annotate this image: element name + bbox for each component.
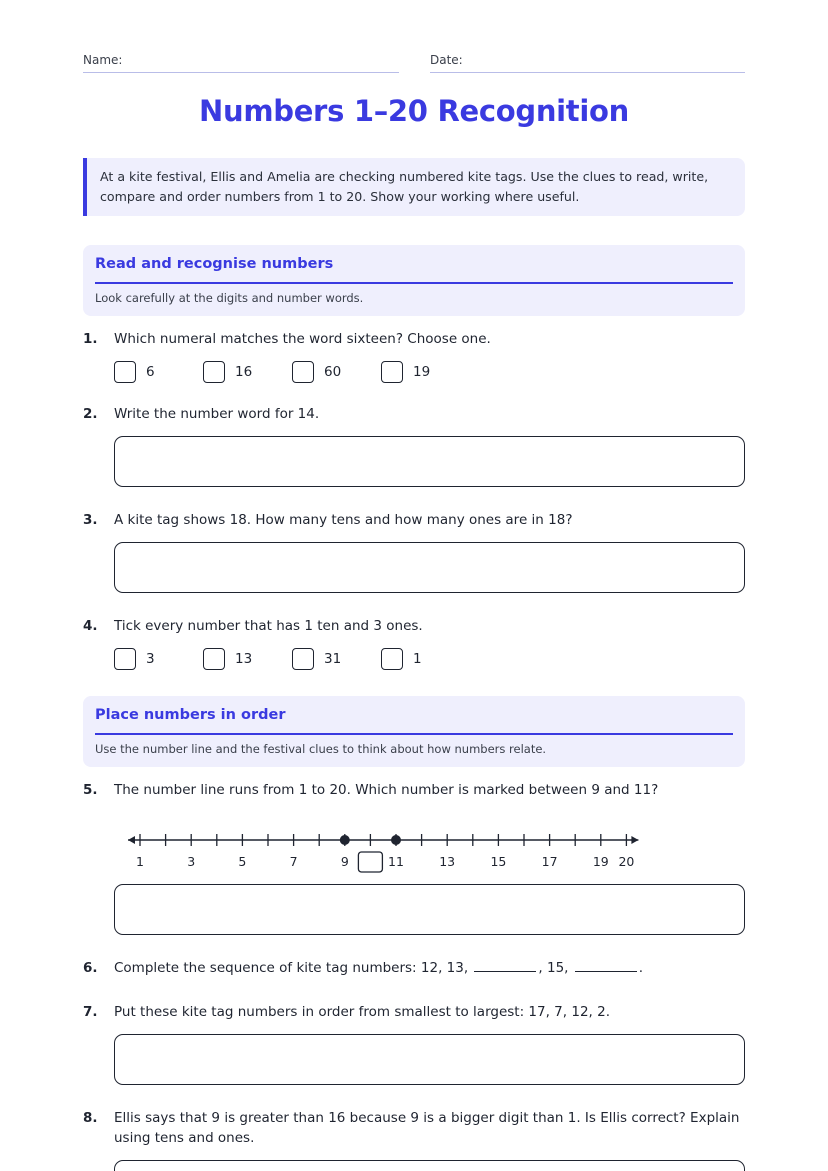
question-number: 4. (83, 618, 98, 634)
checkbox[interactable] (203, 361, 225, 383)
question-text: A kite tag shows 18. How many tens and how many ones are in 18? (114, 512, 573, 528)
date-field[interactable] (430, 53, 463, 67)
number-line-label: 20 (618, 854, 635, 869)
checkbox[interactable] (203, 648, 225, 670)
q4-option[interactable] (203, 648, 270, 670)
q6-text-before: Complete the sequence of kite tag numbers: 12, 13, (114, 960, 469, 976)
checkbox[interactable] (381, 648, 403, 670)
question-number: 8. (83, 1110, 98, 1126)
intro-callout (83, 158, 745, 216)
number-line-label: 5 (238, 854, 247, 869)
name-field[interactable] (83, 53, 122, 67)
question-text: The number line runs from 1 to 20. Which number is marked between 9 and 11? (114, 782, 659, 798)
checkbox[interactable] (114, 361, 136, 383)
section-subtitle: Look carefully at the digits and number words. (95, 291, 364, 305)
q2-answer-box[interactable] (114, 436, 745, 487)
option-label: 3 (146, 651, 155, 667)
section-divider (95, 282, 733, 284)
q1-option[interactable] (114, 361, 181, 383)
question-text: Put these kite tag numbers in order from smallest to largest: 17, 7, 12, 2. (114, 1004, 610, 1020)
q4-option[interactable] (292, 648, 359, 670)
intro-text: At a kite festival, Ellis and Amelia are checking numbered kite tags. Use the clues to read, write, compare and order numbers from 1 to 20. Show your working where useful. (100, 169, 709, 204)
option-label: 1 (413, 651, 422, 667)
number-line-label: 9 (340, 854, 349, 869)
option-label: 31 (324, 651, 342, 667)
section-place-order (83, 696, 745, 767)
q1-options (114, 361, 470, 383)
name-line (83, 72, 399, 73)
number-line-label: 15 (490, 854, 507, 869)
question-text: Ellis says that 9 is greater than 16 because 9 is a bigger digit than 1. Is Ellis correct? Explain using tens and ones. (114, 1110, 740, 1146)
question-number: 3. (83, 512, 98, 528)
option-label: 60 (324, 364, 342, 380)
arrow-left-icon (128, 836, 135, 844)
q1-option[interactable] (292, 361, 359, 383)
section-read-recognise (83, 245, 745, 316)
q5-answer-box[interactable] (114, 884, 745, 935)
question-number: 7. (83, 1004, 98, 1020)
question-text: Which numeral matches the word sixteen? Choose one. (114, 331, 491, 347)
question-number: 2. (83, 406, 98, 422)
question-number: 6. (83, 960, 98, 976)
question-text: Tick every number that has 1 ten and 3 ones. (114, 618, 423, 634)
number-line-label: 11 (388, 854, 404, 869)
q4-option[interactable] (381, 648, 448, 670)
q3-answer-box[interactable] (114, 542, 745, 593)
option-label: 19 (413, 364, 431, 380)
question-number: 5. (83, 782, 98, 798)
q4-option[interactable] (114, 648, 181, 670)
q6-blank-2[interactable] (575, 958, 637, 972)
number-line-point (340, 835, 350, 845)
q8-answer-box[interactable] (114, 1160, 745, 1171)
question-number: 1. (83, 331, 98, 347)
q1-option[interactable] (381, 361, 448, 383)
name-label: Name: (83, 53, 123, 67)
q6-text-middle: , 15, (538, 960, 569, 976)
section-title: Read and recognise numbers (95, 256, 334, 272)
checkbox[interactable] (114, 648, 136, 670)
section-title: Place numbers in order (95, 707, 286, 723)
question-text: Write the number word for 14. (114, 406, 320, 422)
q1-option[interactable] (203, 361, 270, 383)
date-line (430, 72, 745, 73)
section-subtitle: Use the number line and the festival clues to think about how numbers relate. (95, 742, 547, 756)
q6-text-after: . (638, 960, 644, 976)
hidden-value-box (358, 852, 382, 872)
number-line-label: 17 (541, 854, 558, 869)
q6-blank-1[interactable] (474, 958, 536, 972)
number-line-label: 13 (439, 854, 456, 869)
q7-answer-box[interactable] (114, 1034, 745, 1085)
q4-options (114, 648, 470, 670)
section-divider (95, 733, 733, 735)
date-label: Date: (430, 53, 463, 67)
number-line (122, 826, 647, 876)
number-line-label: 19 (592, 854, 609, 869)
checkbox[interactable] (292, 361, 314, 383)
option-label: 6 (146, 364, 155, 380)
option-label: 13 (235, 651, 253, 667)
number-line-point (391, 835, 401, 845)
page-title: Numbers 1–20 Recognition (199, 94, 629, 128)
checkbox[interactable] (292, 648, 314, 670)
number-line-label: 3 (187, 854, 196, 869)
number-line-label: 1 (136, 854, 144, 869)
number-line-label: 7 (289, 854, 298, 869)
arrow-right-icon (631, 836, 638, 844)
option-label: 16 (235, 364, 253, 380)
question-text (114, 958, 745, 978)
checkbox[interactable] (381, 361, 403, 383)
